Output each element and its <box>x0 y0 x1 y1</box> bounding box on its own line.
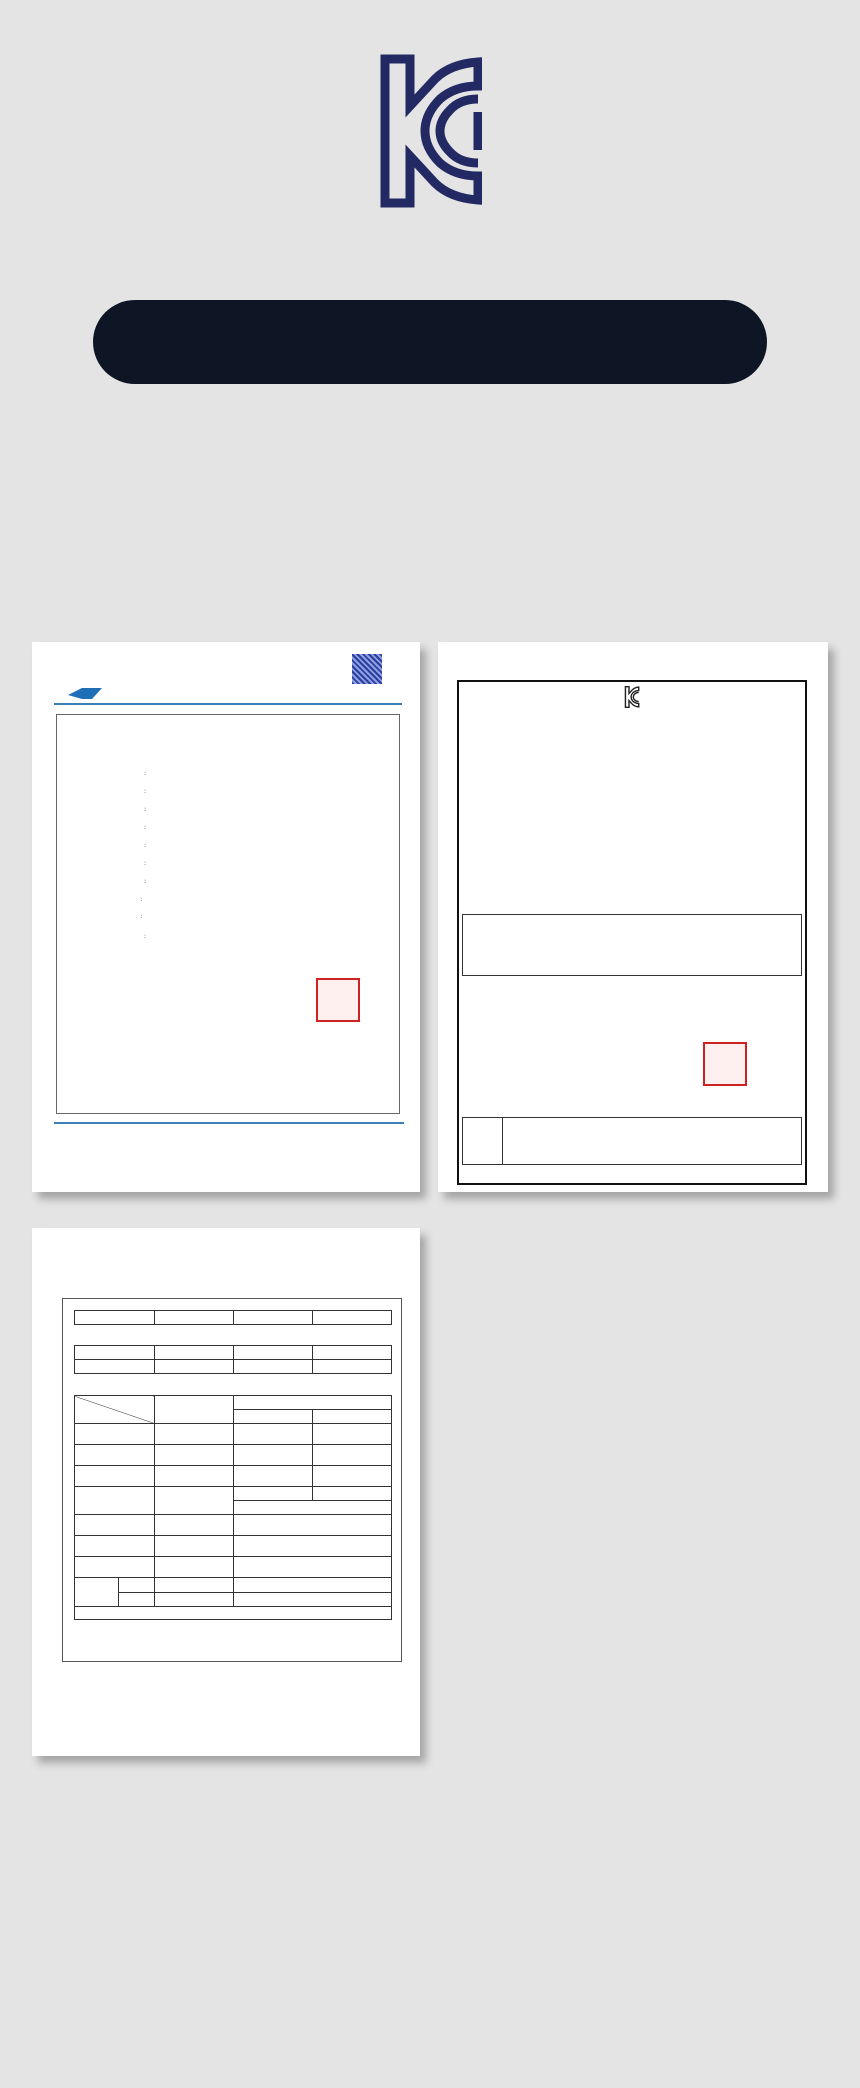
general-table <box>74 1345 392 1374</box>
report-row: : <box>144 769 153 777</box>
kc-mark-icon <box>624 686 640 708</box>
safety-certificate-card <box>438 642 828 1192</box>
report-row: : <box>144 932 153 940</box>
report-row: : <box>144 877 153 885</box>
attachments-box <box>462 1117 802 1165</box>
report-row: : <box>144 841 153 849</box>
qr-code-icon <box>352 654 382 684</box>
emc-test-report-card <box>32 642 420 1192</box>
product-table <box>74 1310 392 1325</box>
banner-title <box>93 300 767 384</box>
report-row: : <box>144 823 153 831</box>
test-items-table <box>74 1395 392 1620</box>
table-row <box>75 1487 392 1501</box>
box-factory <box>526 945 796 951</box>
kc-mark-icon <box>380 54 482 208</box>
standard-bank-logo-icon <box>68 687 104 701</box>
table-row <box>75 1445 392 1466</box>
table-row <box>75 1515 392 1536</box>
report-row: : <box>144 805 153 813</box>
table-row <box>75 1536 392 1557</box>
report-notice <box>75 1607 392 1620</box>
table-row <box>75 1578 392 1593</box>
report-row: : <box>136 912 149 920</box>
table-row <box>75 1424 392 1445</box>
report-row: : <box>144 787 153 795</box>
table-row <box>75 1557 392 1578</box>
table-row <box>75 1466 392 1487</box>
company-seal-stamp <box>316 978 360 1022</box>
report-row: : <box>136 895 149 903</box>
test-results-card <box>32 1228 420 1756</box>
institute-seal-stamp <box>703 1042 747 1086</box>
report-row: : <box>144 859 153 867</box>
